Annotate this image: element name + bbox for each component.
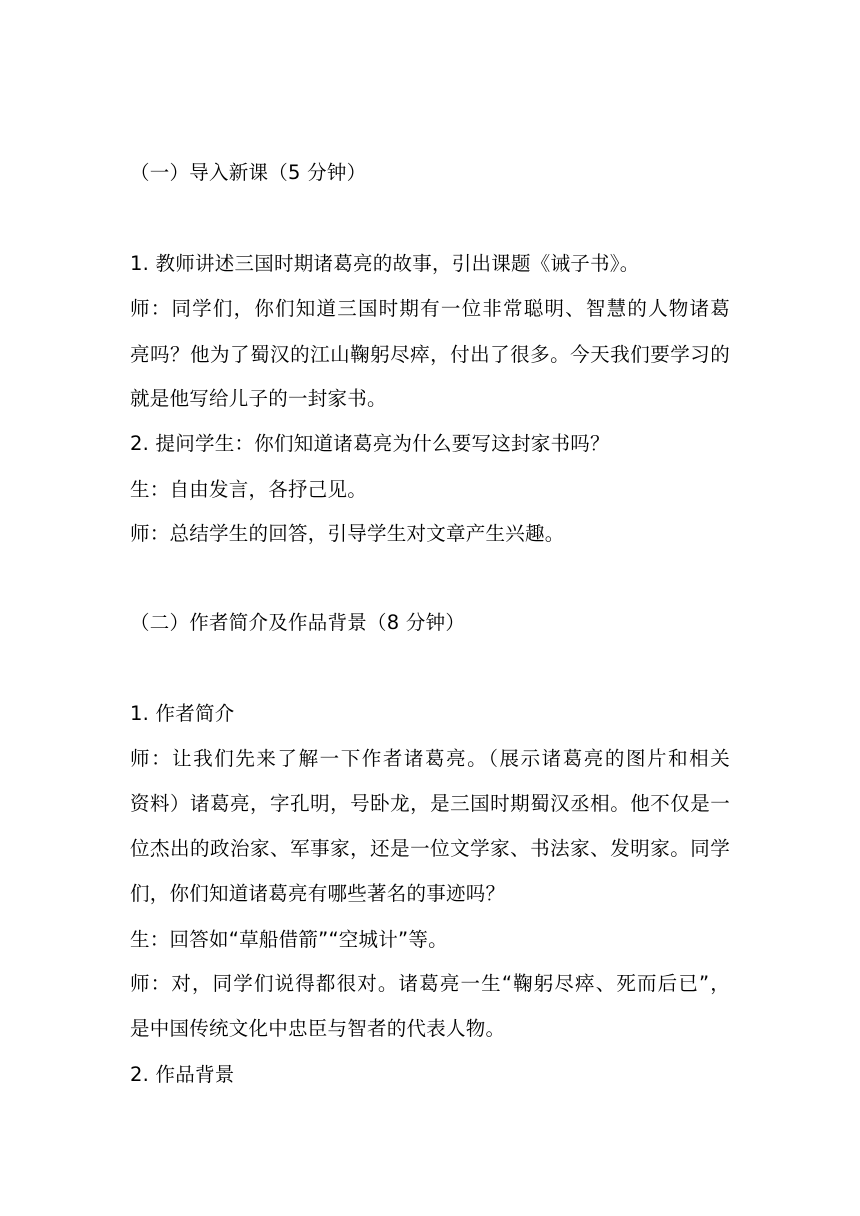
- section1-teacher-line2: 亮吗？他为了蜀汉的江山鞠躬尽瘁，付出了很多。今天我们要学习的: [130, 343, 730, 366]
- section1-item1-title: 1. 教师讲述三国时期诸葛亮的故事，引出课题《诫子书》。: [130, 252, 640, 275]
- section2-teacher-line1: 师：对，同学们说得都很对。诸葛亮一生“鞠躬尽瘁、死而后已”，: [130, 972, 730, 995]
- section2-teacher-line2: 是中国传统文化中忠臣与智者的代表人物。: [130, 1017, 506, 1040]
- section1-teacher-line3: 就是他写给儿子的一封家书。: [130, 387, 387, 410]
- section2-intro-line3: 位杰出的政治家、军事家，还是一位文学家、书法家、发明家。同学: [130, 837, 730, 860]
- section2-heading: （二）作者简介及作品背景（8 分钟）: [130, 611, 466, 634]
- section1-teacher-line1: 师：同学们，你们知道三国时期有一位非常聪明、智慧的人物诸葛: [130, 297, 730, 320]
- section2-intro-line2: 资料）诸葛亮，字孔明，号卧龙，是三国时期蜀汉丞相。他不仅是一: [130, 792, 730, 815]
- section1-item2-title: 2. 提问学生：你们知道诸葛亮为什么要写这封家书吗？: [130, 432, 610, 455]
- section2-intro-line1: 师：让我们先来了解一下作者诸葛亮。（展示诸葛亮的图片和相关: [130, 747, 730, 770]
- section2-intro-line4: 们，你们知道诸葛亮有哪些著名的事迹吗？: [130, 882, 506, 905]
- section2-item2-title: 2. 作品背景: [130, 1063, 235, 1086]
- section1-heading: （一）导入新课（5 分钟）: [130, 161, 367, 184]
- section1-teacher-summary: 师：总结学生的回答，引导学生对文章产生兴趣。: [130, 522, 565, 545]
- section1-student-reply: 生：自由发言，各抒己见。: [130, 478, 368, 501]
- section2-student-reply: 生：回答如“草船借箭”“空城计”等。: [130, 928, 448, 951]
- section2-item1-title: 1. 作者简介: [130, 702, 235, 725]
